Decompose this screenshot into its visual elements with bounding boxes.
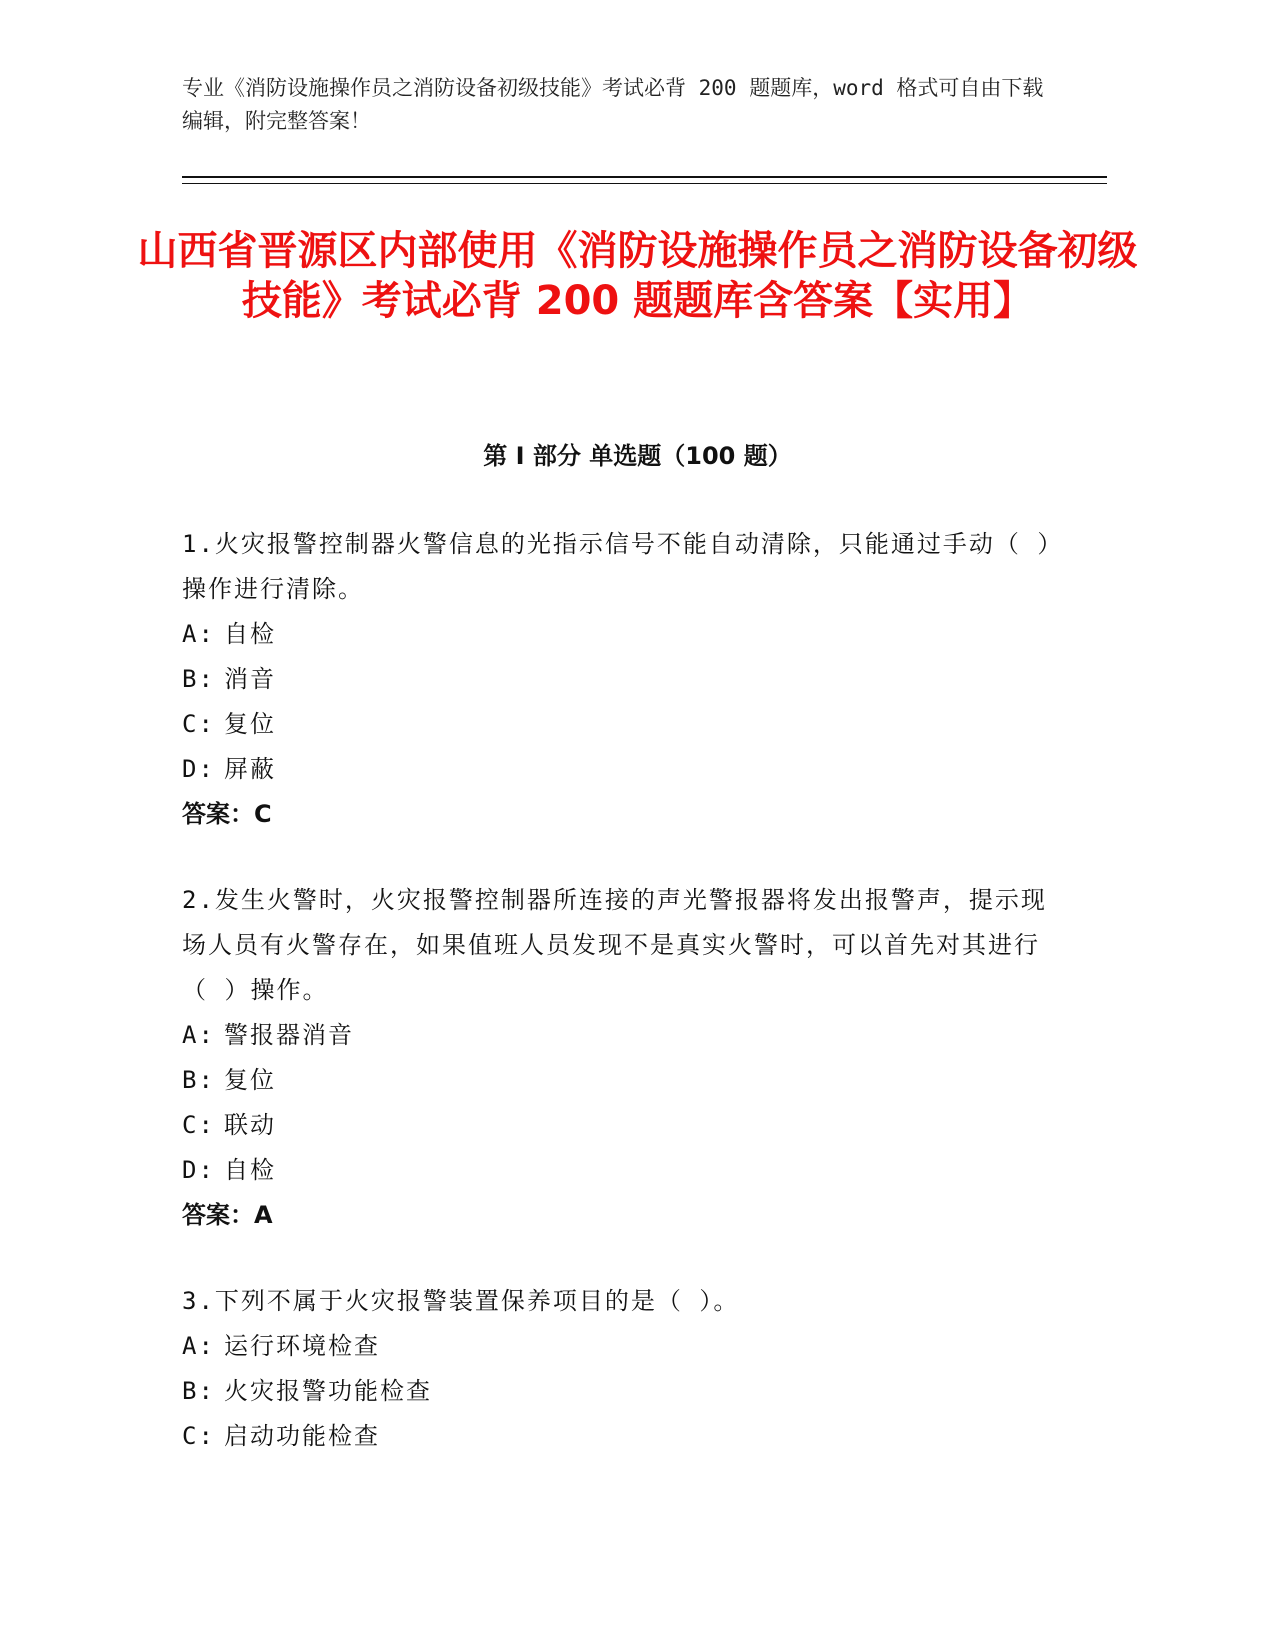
option-text: 屏蔽 — [224, 755, 276, 783]
section-title: 第 I 部分 单选题（100 题） — [483, 442, 792, 470]
option-key: B: — [182, 1377, 215, 1405]
header-rule-thin — [182, 183, 1107, 184]
question-list — [182, 522, 1062, 1500]
header-rule-thick — [182, 176, 1107, 178]
question-stem: 2.发生火警时，火灾报警控制器所连接的声光警报器将发出报警声，提示现场人员有火警存在，如果值班人员发现不是真实火警时，可以首先对其进行（ ）操作。 — [182, 886, 1047, 1004]
option-key: C: — [182, 710, 215, 738]
option-b — [182, 657, 1062, 702]
option-d — [182, 1148, 1062, 1193]
option-key: B: — [182, 1066, 215, 1094]
option-key: A: — [182, 1332, 215, 1360]
option-key: C: — [182, 1422, 215, 1450]
option-c — [182, 1103, 1062, 1148]
option-text: 复位 — [224, 710, 276, 738]
option-a — [182, 1013, 1062, 1058]
option-key: D: — [182, 755, 215, 783]
option-key: A: — [182, 620, 215, 648]
option-text: 火灾报警功能检查 — [224, 1377, 432, 1405]
answer-line: 答案：A — [182, 1201, 273, 1229]
option-key: B: — [182, 665, 215, 693]
question-2 — [182, 878, 1062, 1238]
option-text: 自检 — [224, 1156, 276, 1184]
question-1 — [182, 522, 1062, 837]
document-title: 山西省晋源区内部使用《消防设施操作员之消防设备初级技能》考试必背 200 题题库含答案【实用】 — [137, 228, 1138, 324]
option-b — [182, 1058, 1062, 1103]
option-c — [182, 702, 1062, 747]
option-text: 警报器消音 — [224, 1021, 354, 1049]
option-text: 自检 — [224, 620, 276, 648]
question-stem: 3.下列不属于火灾报警装置保养项目的是（ ）。 — [182, 1287, 740, 1315]
option-c — [182, 1414, 1062, 1459]
option-key: A: — [182, 1021, 215, 1049]
header-note: 专业《消防设施操作员之消防设备初级技能》考试必背 200 题题库，word 格式可自由下载编辑，附完整答案！ — [182, 76, 1044, 133]
option-text: 消音 — [224, 665, 276, 693]
answer-line: 答案：C — [182, 800, 272, 828]
option-b — [182, 1369, 1062, 1414]
option-d — [182, 747, 1062, 792]
option-text: 联动 — [224, 1111, 276, 1139]
option-text: 复位 — [224, 1066, 276, 1094]
question-3 — [182, 1279, 1062, 1459]
option-text: 运行环境检查 — [224, 1332, 380, 1360]
option-a — [182, 612, 1062, 657]
option-key: C: — [182, 1111, 215, 1139]
option-a — [182, 1324, 1062, 1369]
question-stem: 1.火灾报警控制器火警信息的光指示信号不能自动清除，只能通过手动（ ）操作进行清除。 — [182, 530, 1052, 603]
option-text: 启动功能检查 — [224, 1422, 380, 1450]
option-key: D: — [182, 1156, 215, 1184]
